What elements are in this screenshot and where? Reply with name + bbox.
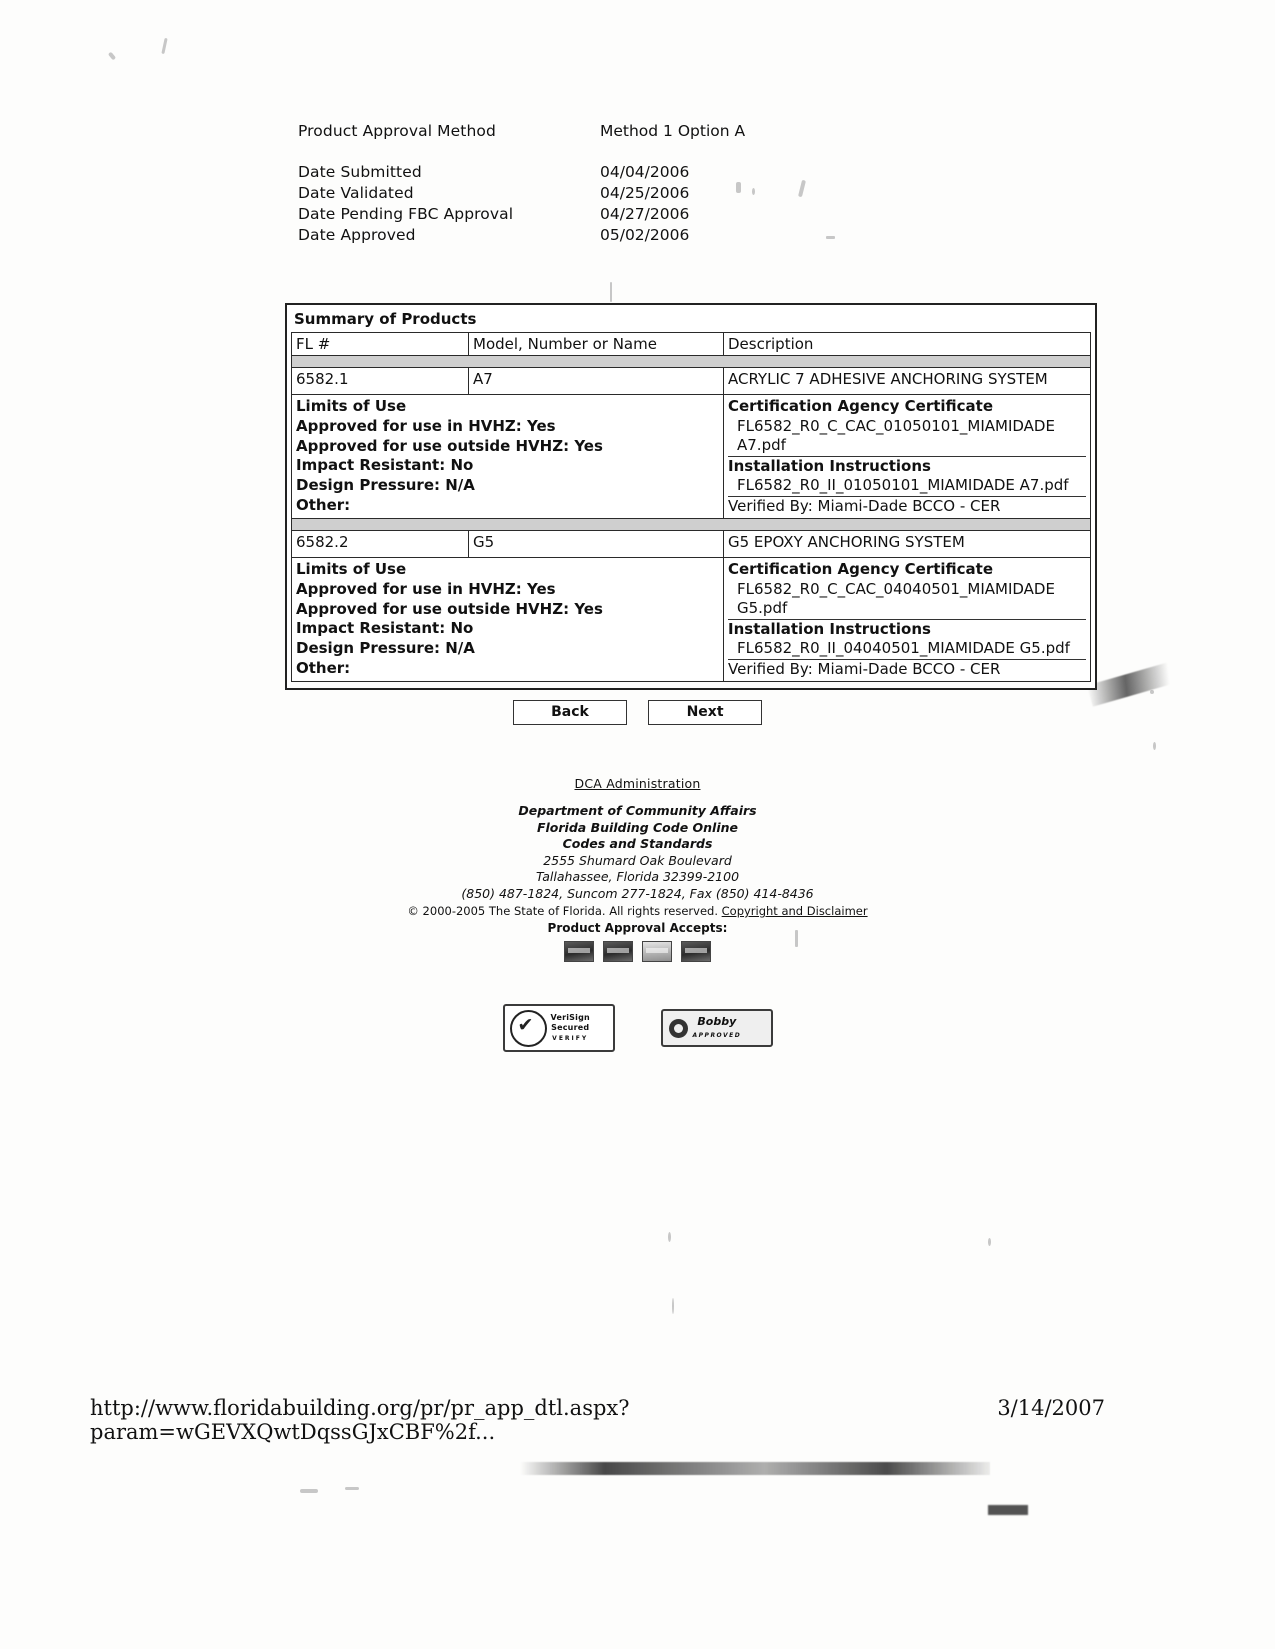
table-spacer <box>292 356 1091 368</box>
column-header-fl: FL # <box>292 333 469 356</box>
meta-label: Date Pending FBC Approval <box>298 205 514 223</box>
meta-value: Method 1 Option A <box>600 122 746 140</box>
meta-value: 04/04/2006 <box>600 163 690 181</box>
table-row <box>292 531 1091 558</box>
verisign-sub: VERIFY <box>552 1035 589 1042</box>
meta-row-approved <box>298 226 1118 244</box>
limits-of-use-cell <box>292 558 724 682</box>
check-icon <box>510 1010 547 1047</box>
bobby-sub: APPROVED <box>692 1032 742 1039</box>
meta-spacer <box>298 143 1118 163</box>
scan-speck <box>1153 742 1156 750</box>
product-fl: 6582.2 <box>292 531 469 558</box>
meta-label: Date Validated <box>298 184 414 202</box>
installation-title: Installation Instructions <box>728 456 931 475</box>
page-url: http://www.floridabuilding.org/pr/pr_app_dtl.aspx?param=wGEVXQwtDqssGJxCBF%2f... <box>90 1396 630 1444</box>
limit-line: Design Pressure: N/A <box>296 476 475 495</box>
column-header-model: Model, Number or Name <box>469 333 724 356</box>
amex-icon <box>681 941 711 962</box>
product-description: G5 EPOXY ANCHORING SYSTEM <box>724 531 1091 558</box>
bobby-icon <box>669 1019 688 1038</box>
meta-label: Product Approval Method <box>298 122 496 140</box>
product-model: A7 <box>469 368 724 395</box>
summary-of-products <box>285 303 1097 690</box>
verified-by: Verified By: Miami-Dade BCCO - CER <box>728 496 1001 515</box>
mastercard-icon <box>603 941 633 962</box>
scan-speck <box>108 52 116 61</box>
scan-speck <box>988 1238 991 1246</box>
scan-smudge <box>520 1462 990 1475</box>
scan-speck <box>672 1298 674 1314</box>
payment-logos <box>0 941 1275 962</box>
credit-card-icon <box>564 941 594 962</box>
certificate-file-link[interactable]: FL6582_R0_C_CAC_04040501_MIAMIDADE G5.pdf <box>728 580 1086 620</box>
meta-row-validated <box>298 184 1118 202</box>
limit-line: Approved for use in HVHZ: Yes <box>296 579 556 598</box>
scan-speck <box>161 38 167 54</box>
product-model: G5 <box>469 531 724 558</box>
approval-meta <box>298 122 1118 247</box>
products-table <box>291 332 1091 682</box>
limit-line: Design Pressure: N/A <box>296 639 475 658</box>
installation-title: Installation Instructions <box>728 619 931 638</box>
limit-line: Impact Resistant: No <box>296 456 474 475</box>
limit-line: Impact Resistant: No <box>296 619 474 638</box>
scan-speck <box>668 1232 671 1242</box>
certificate-title: Certification Agency Certificate <box>728 560 993 578</box>
product-approval-accepts-label: Product Approval Accepts: <box>547 921 728 935</box>
footer-line: Florida Building Code Online <box>536 819 739 835</box>
table-row-details <box>292 558 1091 682</box>
table-row-details <box>292 395 1091 519</box>
dca-administration-link[interactable]: DCA Administration <box>574 776 701 791</box>
footer-line: Codes and Standards <box>562 836 713 851</box>
meta-label: Date Approved <box>298 226 416 244</box>
meta-value: 05/02/2006 <box>600 226 690 244</box>
limit-line: Approved for use outside HVHZ: Yes <box>296 436 603 455</box>
limit-line: Approved for use in HVHZ: Yes <box>296 416 556 435</box>
copyright-text: © 2000-2005 The State of Florida. All rights reserved. <box>407 904 718 918</box>
scan-speck <box>345 1487 359 1490</box>
summary-title: Summary of Products <box>294 310 477 328</box>
print-footer <box>90 1396 1190 1444</box>
copyright-disclaimer-link[interactable]: Copyright and Disclaimer <box>721 904 868 918</box>
verisign-text <box>551 1013 590 1043</box>
navigation-buttons <box>0 700 1275 725</box>
table-row <box>292 368 1091 395</box>
limit-line: Other: <box>296 658 351 677</box>
certificate-title: Certification Agency Certificate <box>728 397 993 415</box>
bobby-text <box>693 1016 742 1040</box>
footer-line: Department of Community Affairs <box>518 803 757 818</box>
scan-speck <box>1150 690 1154 694</box>
meta-value: 04/27/2006 <box>600 205 690 223</box>
documents-cell <box>724 558 1091 682</box>
back-button[interactable]: Back <box>513 700 627 725</box>
site-seals <box>0 1004 1275 1052</box>
limits-title: Limits of Use <box>296 397 407 415</box>
footer-line: 2555 Shumard Oak Boulevard <box>543 852 732 868</box>
table-header-row <box>292 333 1091 356</box>
scan-speck <box>300 1489 318 1493</box>
footer-line: Tallahassee, Florida 32399-2100 <box>535 869 740 884</box>
table-spacer <box>292 519 1091 531</box>
column-header-description: Description <box>724 333 1091 356</box>
verified-by: Verified By: Miami-Dade BCCO - CER <box>728 659 1001 678</box>
meta-value: 04/25/2006 <box>600 184 690 202</box>
limit-line: Approved for use outside HVHZ: Yes <box>296 599 603 618</box>
page-footer <box>0 776 1275 1052</box>
copyright-line <box>0 904 1275 918</box>
meta-row-pending <box>298 205 1118 223</box>
limits-of-use-cell <box>292 395 724 519</box>
limit-line: Other: <box>296 495 351 514</box>
scan-speck <box>610 282 612 302</box>
print-date: 3/14/2007 <box>997 1396 1105 1420</box>
bobby-approved-seal[interactable] <box>661 1009 773 1047</box>
installation-file-link[interactable]: FL6582_R0_II_01050101_MIAMIDADE A7.pdf <box>728 476 1086 497</box>
verisign-line2: Secured <box>551 1023 590 1032</box>
documents-cell <box>724 395 1091 519</box>
verisign-line1: VeriSign <box>550 1013 590 1022</box>
product-description: ACRYLIC 7 ADHESIVE ANCHORING SYSTEM <box>724 368 1091 395</box>
footer-line: (850) 487-1824, Suncom 277-1824, Fax (850) 414-8436 <box>461 885 814 901</box>
product-fl: 6582.1 <box>292 368 469 395</box>
bobby-label: Bobby <box>697 1014 737 1028</box>
meta-label: Date Submitted <box>298 163 422 181</box>
scan-smudge <box>988 1505 1028 1515</box>
verisign-seal[interactable] <box>503 1004 615 1052</box>
next-button[interactable]: Next <box>648 700 762 725</box>
meta-row-method <box>298 122 1118 140</box>
meta-row-submitted <box>298 163 1118 181</box>
installation-file-link[interactable]: FL6582_R0_II_04040501_MIAMIDADE G5.pdf <box>728 639 1086 660</box>
certificate-file-link[interactable]: FL6582_R0_C_CAC_01050101_MIAMIDADE A7.pdf <box>728 417 1086 457</box>
discover-icon <box>642 941 672 962</box>
limits-title: Limits of Use <box>296 560 407 578</box>
